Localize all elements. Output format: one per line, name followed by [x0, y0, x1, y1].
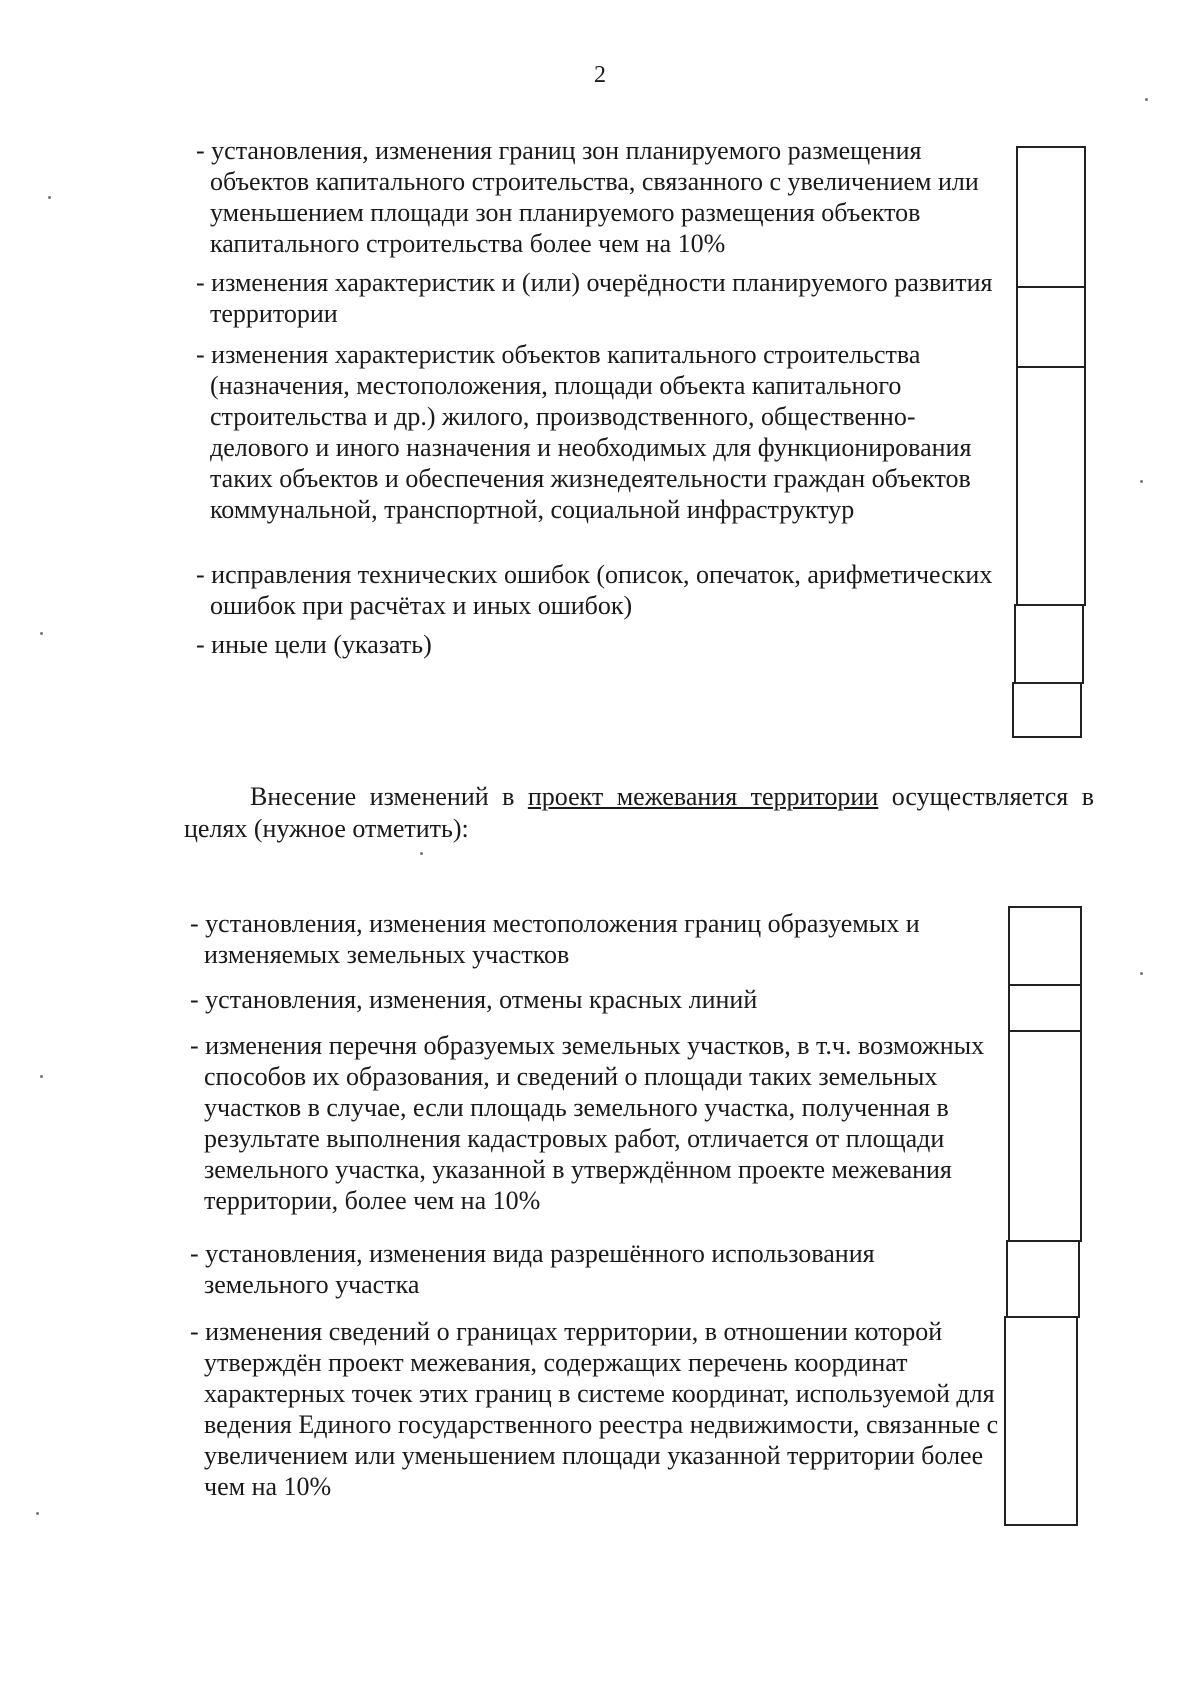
survey-item-4-checkbox[interactable]: [1006, 1240, 1080, 1318]
survey-intro-underlined: проект межевания территории: [527, 782, 879, 811]
planning-item-1-checkbox[interactable]: [1016, 146, 1086, 288]
scan-speck: [1140, 480, 1143, 483]
planning-item-4: - исправления технических ошибок (описок, опечаток, арифметических ошибок при расчётах и иных ошибок): [196, 560, 993, 620]
planning-item-4-checkbox[interactable]: [1014, 604, 1084, 684]
survey-item-2-checkbox[interactable]: [1008, 984, 1082, 1032]
survey-item-5: - изменения сведений о границах территории, в отношении которой утверждён проект межевания, содержащих перечень координат характерных точек этих границ в системе координат, используемой для ведения Единого государственного реестра недвижимости, связанные с увеличением или уменьшением площади указанной территории более чем на 10%: [190, 1317, 999, 1501]
planning-item-5-checkbox[interactable]: [1012, 682, 1082, 738]
scan-speck: [1145, 98, 1148, 101]
page-number: 2: [594, 62, 606, 88]
scan-speck: [1140, 972, 1143, 975]
survey-item-1: - установления, изменения местоположения границ образуемых и изменяемых земельных участков: [190, 909, 920, 969]
survey-item-1-checkbox[interactable]: [1008, 906, 1082, 986]
scan-speck: [420, 852, 423, 855]
scan-speck: [48, 196, 51, 199]
survey-intro-before: Внесение изменений в: [250, 782, 515, 811]
planning-item-2-checkbox[interactable]: [1016, 286, 1086, 368]
survey-item-4: - установления, изменения вида разрешённого использования земельного участка: [190, 1239, 875, 1299]
survey-item-2: - установления, изменения, отмены красных линий: [190, 985, 758, 1014]
planning-item-5: - иные цели (указать): [196, 630, 432, 659]
survey-intro-paragraph: [184, 781, 1094, 845]
planning-item-2: - изменения характеристик и (или) очерёдности планируемого развития территории: [196, 268, 993, 328]
scan-speck: [36, 1512, 39, 1515]
survey-item-5-checkbox[interactable]: [1004, 1316, 1078, 1526]
planning-item-3: - изменения характеристик объектов капитального строительства (назначения, местоположения, площади объекта капитального строительства и др.) жилого, производственного, общественно-делового и иного назначения и необходимых для функционирования таких объектов и обеспечения жизнедеятельности граждан объектов коммунальной, транспортной, социальной инфраструктур: [196, 340, 972, 524]
survey-item-3: - изменения перечня образуемых земельных участков, в т.ч. возможных способов их образования, и сведений о площади таких земельных участков в случае, если площадь земельного участка, полученная в результате выполнения кадастровых работ, отличается от площади земельного участка, указанной в утверждённом проекте межевания территории, более чем на 10%: [190, 1031, 985, 1215]
planning-item-1: - установления, изменения границ зон планируемого размещения объектов капитального строительства, связанного с увеличением или уменьшением площади зон планируемого размещения объектов капитального строительства более чем на 10%: [196, 136, 979, 258]
scan-speck: [40, 632, 43, 635]
survey-intro-after: осуществляется в целях (нужное отметить):: [184, 782, 1094, 843]
survey-item-3-checkbox[interactable]: [1008, 1030, 1082, 1242]
planning-item-3-checkbox[interactable]: [1016, 366, 1086, 606]
scan-speck: [40, 1075, 43, 1078]
